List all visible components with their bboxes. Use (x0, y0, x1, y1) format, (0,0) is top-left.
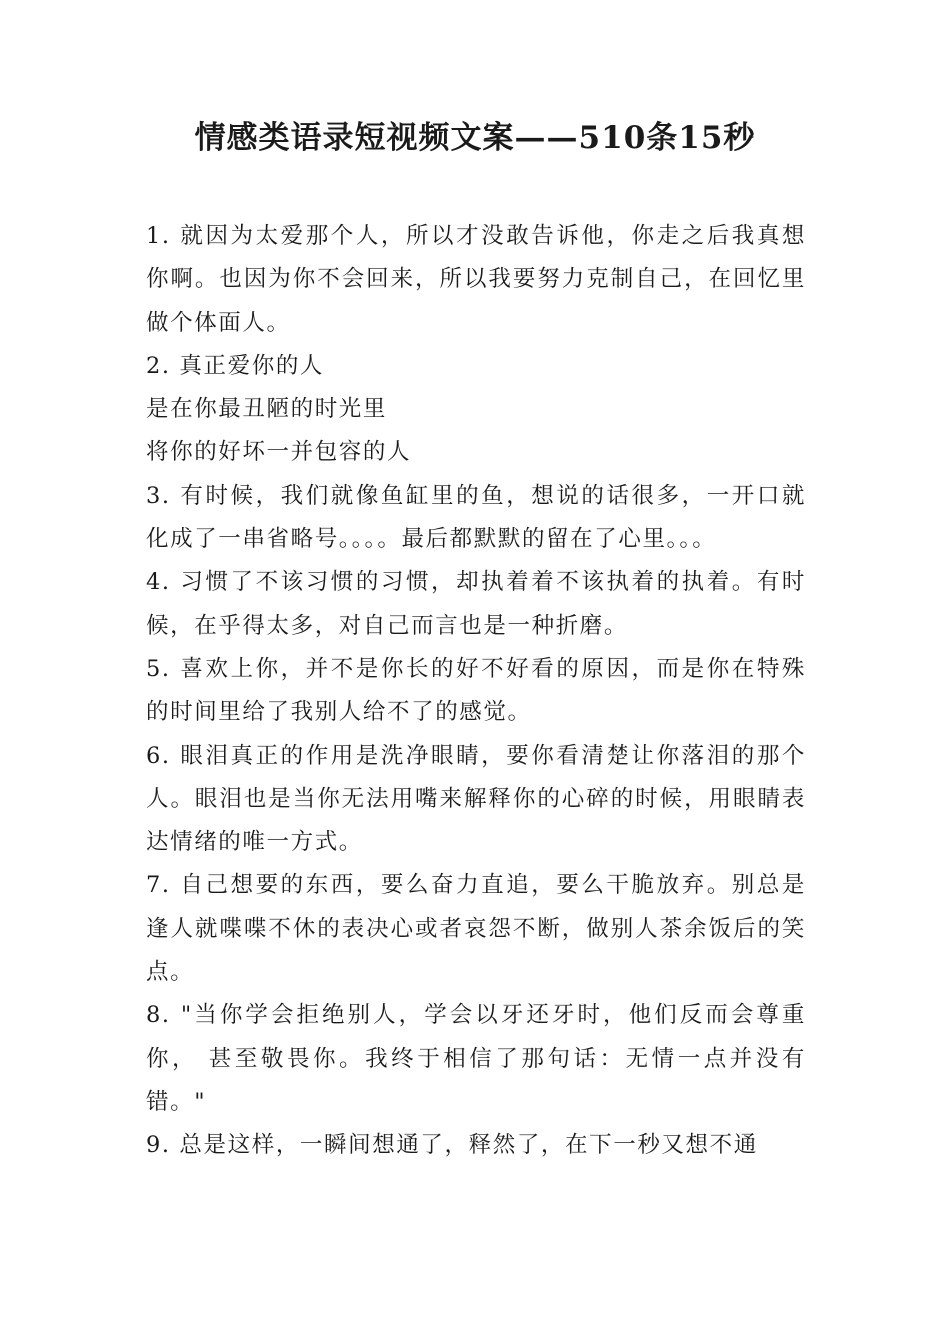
document-body (146, 215, 806, 1168)
document-title: 情感类语录短视频文案——510条15秒 (194, 120, 756, 156)
paragraph-7: 7. 自己想要的东西，要么奋力直追，要么干脆放弃。别总是逢人就喋喋不休的表决心或者哀怨不断，做别人茶余饭后的笑点。 (146, 872, 806, 986)
paragraph-9: 9. 总是这样，一瞬间想通了，释然了，在下一秒又想不通 (146, 1132, 758, 1159)
paragraph-4: 4. 习惯了不该习惯的习惯，却执着着不该执着的执着。有时候，在乎得太多，对自己而言也是一种折磨。 (146, 569, 806, 639)
paragraph-2-line-1: 2. 真正爱你的人 (146, 352, 325, 379)
paragraph-2-line-2: 是在你最丑陋的时光里 (146, 396, 388, 423)
paragraph-8: 8. "当你学会拒绝别人，学会以牙还牙时，他们反而会尊重你， 甚至敬畏你。我终于相信了那句话：无情一点并没有错。" (146, 1002, 806, 1115)
paragraph-6: 6. 眼泪真正的作用是洗净眼睛，要你看清楚让你落泪的那个人。眼泪也是当你无法用嘴来解释你的心碎的时候，用眼睛表达情绪的唯一方式。 (146, 742, 806, 856)
paragraph-3: 3. 有时候，我们就像鱼缸里的鱼，想说的话很多，一开口就化成了一串省略号。。。。最后都默默的留在了心里。。。 (146, 482, 806, 553)
paragraph-5: 5. 喜欢上你，并不是你长的好不好看的原因，而是你在特殊的时间里给了我别人给不了的感觉。 (146, 655, 806, 726)
paragraph-2-line-3: 将你的好坏一并包容的人 (146, 439, 412, 466)
paragraph-1: 1. 就因为太爱那个人，所以才没敢告诉他，你走之后我真想你啊。也因为你不会回来，所以我要努力克制自己，在回忆里做个体面人。 (146, 223, 806, 336)
